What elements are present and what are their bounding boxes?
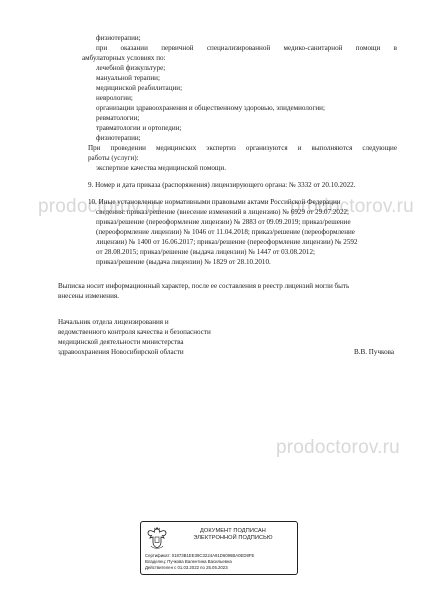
list-line: лечебной физкультуре; xyxy=(96,64,166,72)
stamp-owner: Владелец: Пучкова Валентина Васильевна xyxy=(145,559,232,564)
disclaimer-line: внесены изменения. xyxy=(58,292,119,300)
list-line: мануальной терапии; xyxy=(96,74,160,82)
list-line: При проведении медицинских экспертиз организуются и выполняются следующие xyxy=(88,144,397,152)
stamp-title: ДОКУМЕНТ ПОДПИСАН xyxy=(200,528,266,534)
signatory-title-line: здравоохранения Новосибирской области xyxy=(58,348,184,356)
list-line: при оказании первичной специализированной медико-санитарной помощи в xyxy=(96,44,397,52)
electronic-signature-stamp xyxy=(140,521,298,575)
list-line: неврологии; xyxy=(96,94,133,102)
watermark: prodoctorov.ru xyxy=(290,196,414,217)
other-info-line: лицензии) № 1400 от 16.06.2017; приказ/решение (переоформление лицензии) № 2592 xyxy=(96,238,358,246)
list-line: амбулаторных условиях по: xyxy=(82,54,166,62)
signatory-title-line: Начальник отдела лицензирования и xyxy=(58,318,169,326)
other-info-line: 10. Иные установленные нормативными правовыми актами Российской Федерации xyxy=(88,198,341,206)
list-line: травматологии и ортопедии; xyxy=(96,124,182,132)
other-info-line: приказ/решение (переоформление лицензии) № 2883 от 09.09.2019; приказ/решение xyxy=(96,218,351,226)
signatory-title-line: ведомственного контроля качества и безопасности xyxy=(58,328,211,336)
signatory-name: В.В. Пучкова xyxy=(354,348,395,356)
stamp-validity: Действителен с 01.03.2022 по 25.05.2023 xyxy=(145,565,228,570)
license-order-item: 9. Номер и дата приказа (распоряжения) лицензирующего органа: № 3332 от 20.10.2022. xyxy=(88,181,356,189)
list-line: медицинской реабилитации; xyxy=(96,84,183,92)
list-line: работы (услуги): xyxy=(88,154,139,162)
list-line: экспертизе качества медицинской помощи. xyxy=(96,164,226,172)
watermark: prodoctorov.ru xyxy=(276,437,400,458)
list-line: ревматологии; xyxy=(96,114,140,122)
list-line: физиотерапии; xyxy=(96,134,141,142)
list-line: физиотерапии; xyxy=(96,34,141,42)
stamp-title: ЭЛЕКТРОННОЙ ПОДПИСЬЮ xyxy=(193,535,273,541)
list-line: организации здравоохранения и общественному здоровью, эпидемиологии; xyxy=(96,104,325,112)
watermark: prodoctorov.ru xyxy=(38,196,162,217)
other-info-line: (переоформление лицензии) № 1046 от 11.04.2018; приказ/решение (переоформление xyxy=(96,228,355,236)
disclaimer-line: Выписка носит информационный характер, после ее составления в реестр лицензий могли быть xyxy=(58,282,350,290)
other-info-line: от 28.08.2015; приказ/решение (выдача лицензии) № 1447 от 03.08.2012; xyxy=(96,248,315,256)
other-info-line: сведения: приказ/решение (внесение изменений в лицензию) № 6929 от 29.07.2022; xyxy=(96,208,350,216)
signatory-title-line: медицинской деятельности министерства xyxy=(58,338,184,346)
stamp-certificate: Сертификат: 01873B1EE39C3224A91D6096BA0ED8FE xyxy=(145,553,255,558)
other-info-line: приказ/решение (выдача лицензии) № 1829 от 28.10.2010. xyxy=(96,258,271,266)
